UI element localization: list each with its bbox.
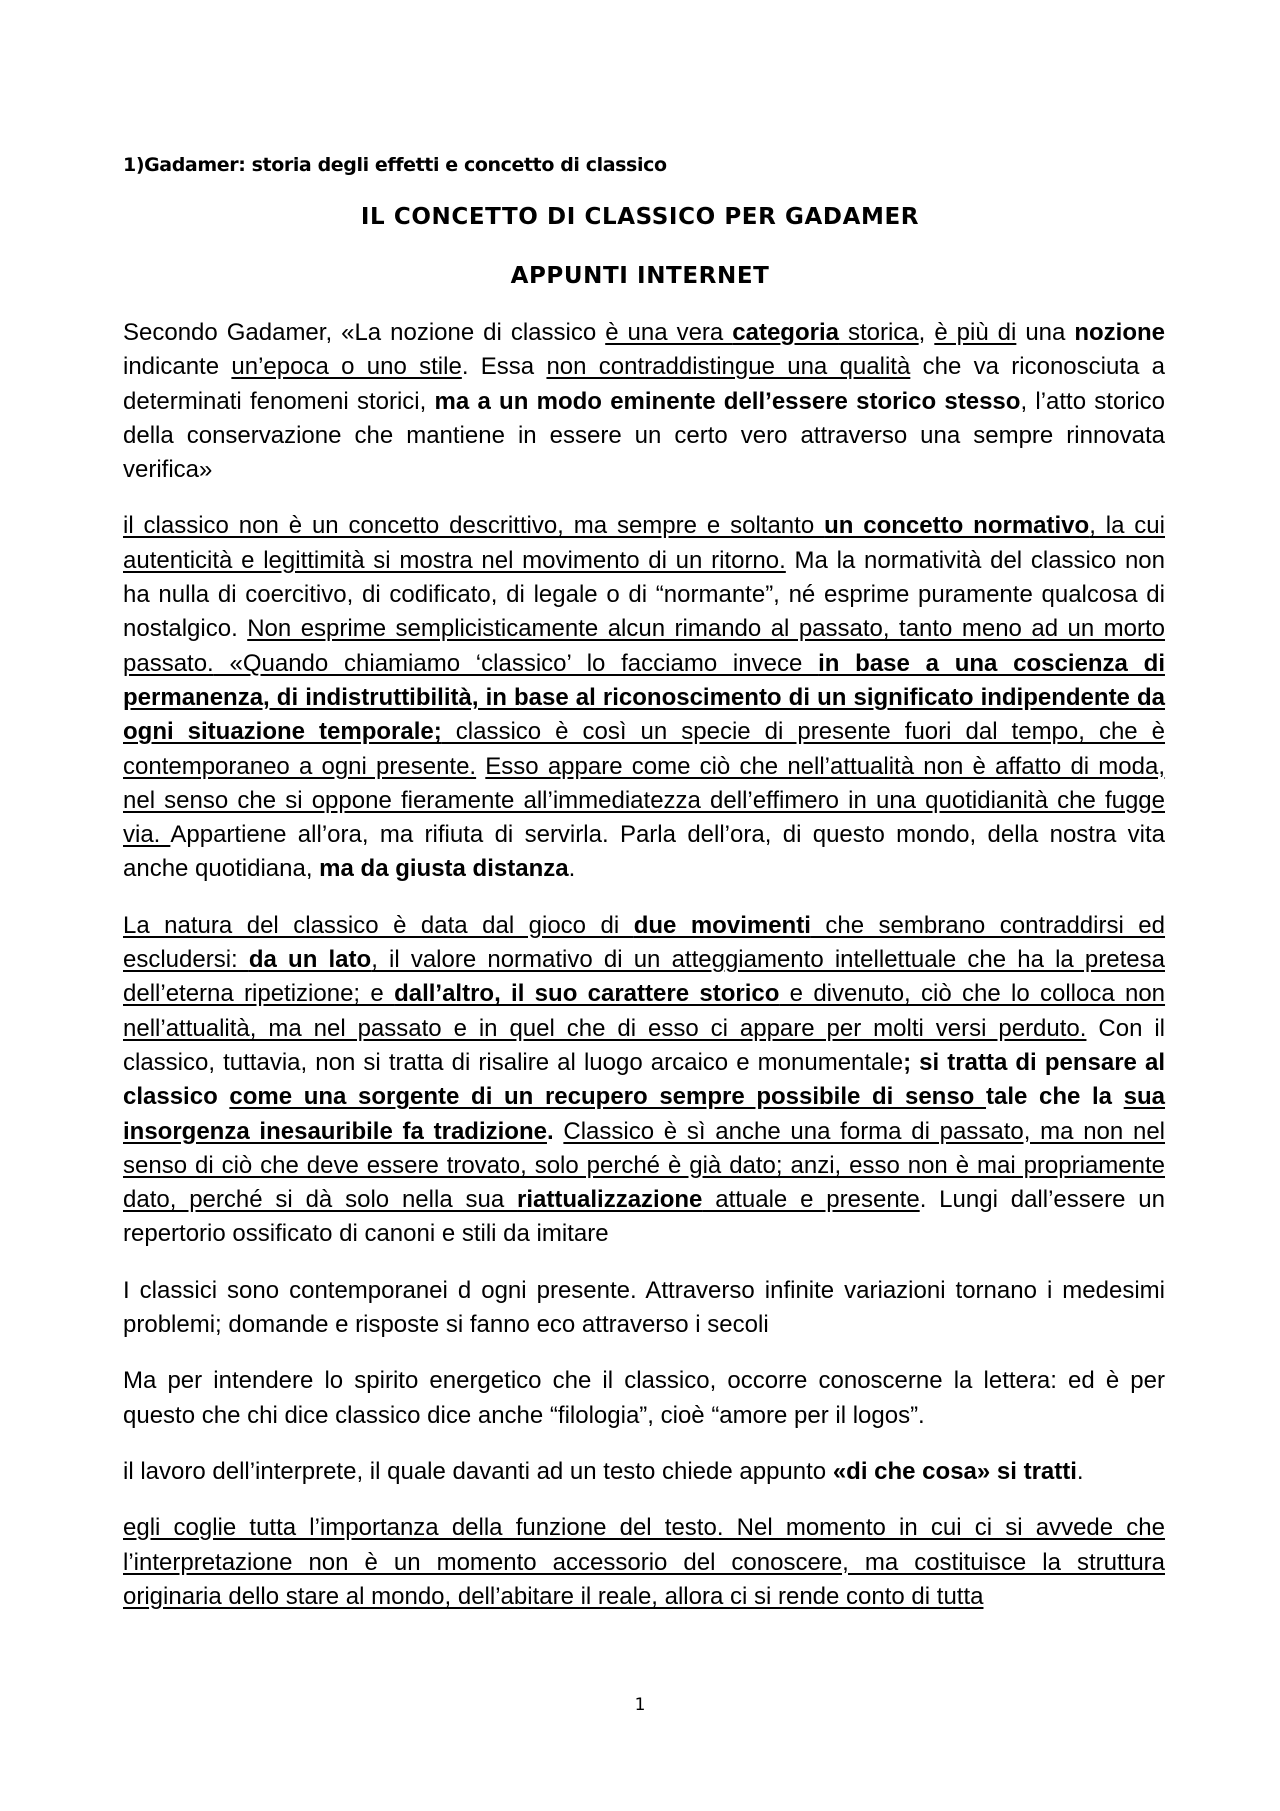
text-run: una xyxy=(1016,319,1075,346)
paragraph xyxy=(123,909,1165,1252)
paragraph xyxy=(123,1274,1165,1343)
text-run: , la cui autenticità e legittimità si mostra nel movimento di un ritorno. xyxy=(123,512,1165,574)
text-run: categoria xyxy=(732,319,839,346)
text-run: un’epoca o uno stile xyxy=(231,353,462,381)
text-run: . Essa xyxy=(461,353,547,381)
text-run: da un lato xyxy=(248,946,372,974)
text-run: ma da giusta distanza xyxy=(319,855,569,883)
text-run xyxy=(554,1118,564,1145)
section-heading: 1)Gadamer: storia degli effetti e concetto di classico xyxy=(123,154,667,176)
text-run: due movimenti xyxy=(633,911,811,939)
paragraph xyxy=(123,1511,1165,1614)
text-run: «Quando chiamiamo ‘classico’ lo facciamo invece xyxy=(213,649,819,677)
text-run: Esso appare come ciò che nell’attualità non è affatto di moda, nel senso che si oppone fieramente all’immediatezza dell’effimero in una quotidianità che fugge via. xyxy=(123,752,1166,849)
text-run: La natura del classico è data dal gioco di xyxy=(123,911,634,939)
text-run: che va riconosciuta a determinati fenomeni storici, xyxy=(123,353,1165,415)
text-run: tale che la xyxy=(986,1083,1124,1111)
document-subtitle: APPUNTI INTERNET xyxy=(510,263,770,289)
document-body xyxy=(123,316,1165,1614)
text-run: attuale e presente xyxy=(702,1186,920,1214)
text-run: in base a una coscienza di permanenza, di indistruttibilità, in base al riconoscimento di un significato indipendente da ogni situazione temporale; xyxy=(123,649,1165,746)
text-run xyxy=(476,753,485,780)
text-run: riattualizzazione xyxy=(517,1186,703,1214)
page-number: 1 xyxy=(634,1695,646,1715)
text-run: un concetto normativo xyxy=(824,512,1090,540)
text-run: Classico è sì anche una forma di passato, ma non nel senso di ciò che deve essere trovato, solo perché è già dato; anzi, esso non è mai propriamente dato, perché si dà solo nella sua xyxy=(123,1117,1166,1214)
text-run: Ma la normatività del classico non ha nulla di coercitivo, di codificato, di legale o di “normante”, né esprime puramente qualcosa di nostalgico. xyxy=(123,546,1165,643)
paragraph xyxy=(123,1455,1165,1489)
text-run: il classico non è un concetto descrittivo, ma sempre e soltanto xyxy=(123,512,825,540)
text-run: come una sorgente di un recupero sempre possibile di senso xyxy=(229,1083,986,1111)
text-run: . xyxy=(568,855,576,883)
text-run: , xyxy=(918,319,935,346)
text-run: indicante xyxy=(123,353,232,381)
text-run: è più di xyxy=(934,319,1017,346)
text-run: Con il classico, tuttavia, non si tratta di risalire al luogo arcaico e monumentale xyxy=(123,1014,1166,1076)
text-run: classico è così un specie di presente fuori dal tempo, che è contemporaneo a ogni presente. xyxy=(123,718,1166,780)
text-run: . xyxy=(546,1117,554,1145)
text-run: non contraddistingue una qualità xyxy=(546,353,911,381)
text-run: . Lungi dall’essere un repertorio ossificato di canoni e stili da imitare xyxy=(123,1186,1165,1248)
text-run: I classici sono contemporanei d ogni presente. Attraverso infinite variazioni tornano i medesimi problemi; domande e risposte si fanno eco attraverso i secoli xyxy=(123,1276,1165,1339)
paragraph xyxy=(123,316,1165,487)
document-title: IL CONCETTO DI CLASSICO PER GADAMER xyxy=(360,204,920,230)
text-run: Ma per intendere lo spirito energetico che il classico, occorre conoscerne la lettera: ed è per questo che chi dice classico dice anche “filologia”, cioè “amore per il logos”. xyxy=(123,1367,1165,1429)
text-run: Non esprime semplicisticamente alcun rimando al passato, tanto meno ad un morto passato. xyxy=(123,615,1166,677)
text-run: che sembrano contraddirsi ed escludersi: xyxy=(123,911,1166,974)
text-run: , il valore normativo di un atteggiamento intellettuale che ha la pretesa dell’eterna ripetizione; e xyxy=(123,946,1165,1008)
text-run: dall’altro, il suo carattere storico xyxy=(394,980,780,1008)
text-run: ma a un modo eminente dell’essere storico stesso xyxy=(434,387,1021,415)
text-run: sua insorgenza inesauribile fa tradizione xyxy=(123,1083,1166,1145)
text-run: ; si tratta di pensare al classico xyxy=(123,1048,1165,1111)
text-run: egli coglie tutta l’importanza della funzione del testo. Nel momento in cui ci si avvede che l’interpretazione non è un momento accessorio del conoscere, ma costituisce la struttura originaria dello stare al mondo, dell’abitare il reale, allora ci si rende conto di tutta xyxy=(123,1514,1165,1610)
paragraph xyxy=(123,1364,1165,1433)
paragraph xyxy=(123,509,1165,886)
text-run: Secondo Gadamer, «La nozione di classico xyxy=(123,319,606,346)
text-run: è una vera xyxy=(605,319,733,346)
text-run: il lavoro dell’interprete, il quale davanti ad un testo chiede appunto xyxy=(123,1457,833,1485)
text-run: Appartiene all’ora, ma rifiuta di servirla. Parla dell’ora, di questo mondo, della nostra vita anche quotidiana, xyxy=(123,821,1165,883)
text-run: , l’atto storico della conservazione che mantiene in essere un certo vero attraverso una sempre rinnovata verifica» xyxy=(123,387,1165,484)
text-run: nozione xyxy=(1074,319,1166,346)
text-run: storica xyxy=(838,319,919,346)
text-run: «di che cosa» si tratti xyxy=(832,1457,1077,1485)
text-run: . xyxy=(1076,1457,1084,1485)
text-run: e divenuto, ciò che lo colloca non nell’attualità, ma nel passato e in quel che di esso ci appare per molti versi perduto. xyxy=(123,980,1166,1042)
